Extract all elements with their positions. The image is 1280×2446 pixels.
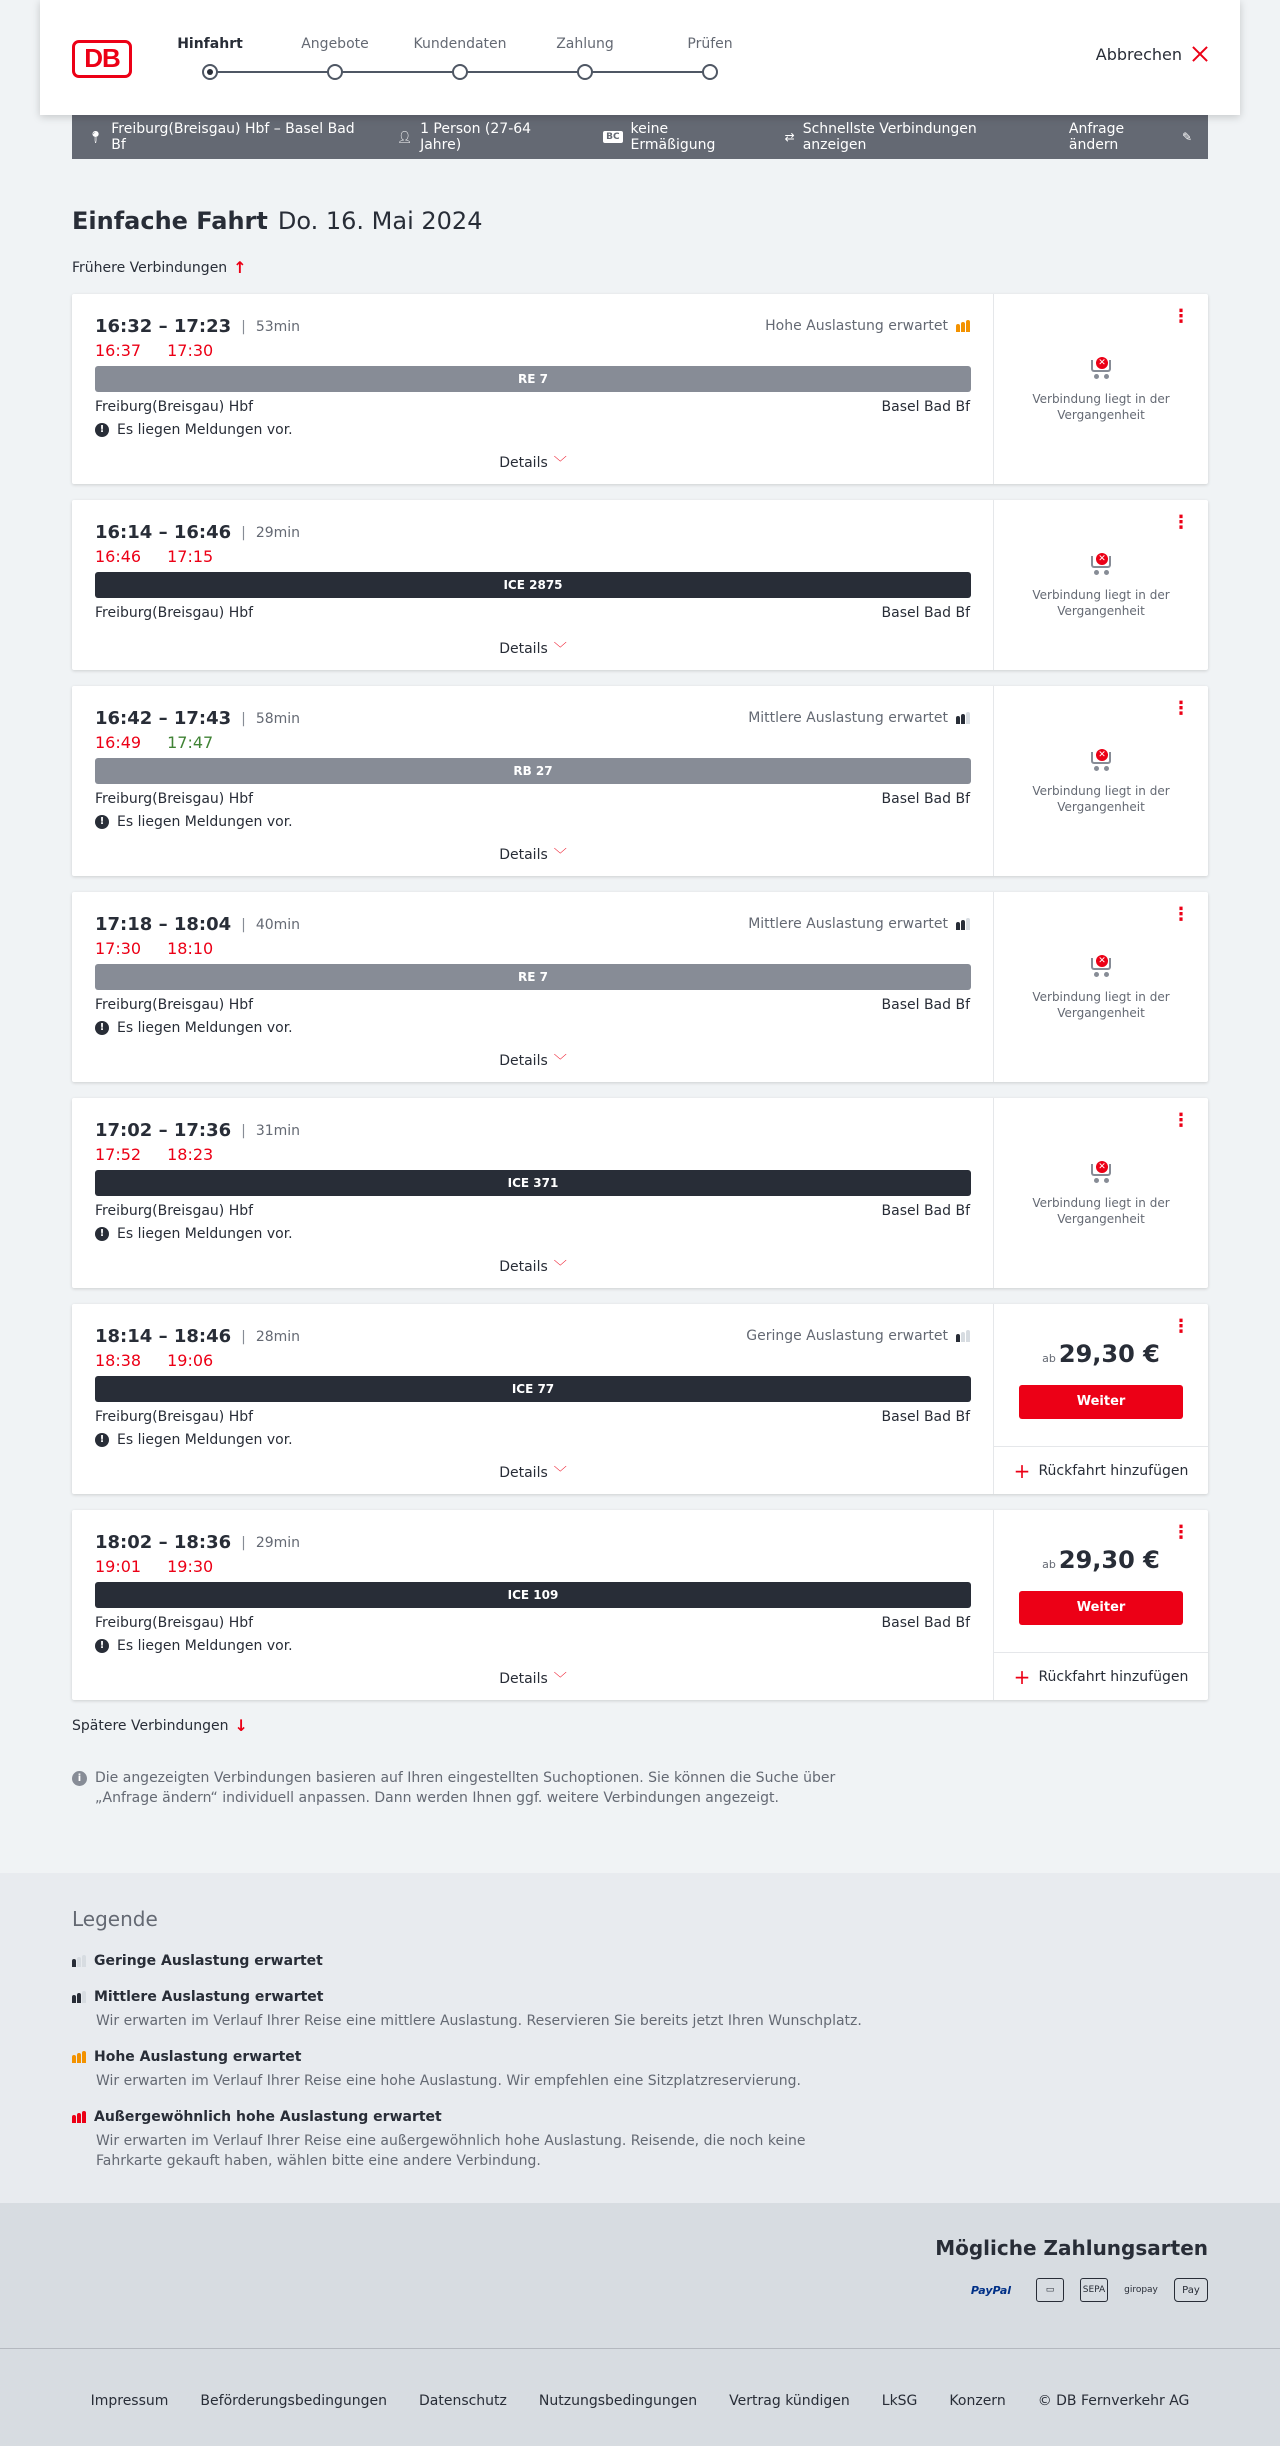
notice <box>95 1226 293 1242</box>
price-value: 29,30 € <box>1058 1546 1160 1574</box>
price <box>994 1340 1208 1368</box>
exclamation-icon: ! <box>95 1227 109 1241</box>
add-return-label: Rückfahrt hinzufügen <box>1038 1462 1189 1479</box>
arrival-station: Basel Bad Bf <box>881 791 970 807</box>
details-label: Details <box>499 1671 548 1687</box>
step-3 <box>520 34 650 80</box>
more-options-icon[interactable]: ⋮ <box>1172 698 1190 719</box>
time-range: 17:18 – 18:04 <box>95 914 232 935</box>
occupancy-icon <box>956 1330 970 1342</box>
legend-item <box>72 2049 872 2091</box>
details-label: Details <box>499 1465 548 1481</box>
details-toggle[interactable] <box>72 638 994 657</box>
cart-unavailable-icon: ✕ <box>1088 1161 1114 1185</box>
arrival-station: Basel Bad Bf <box>881 997 970 1013</box>
duration: 28min <box>255 1328 301 1345</box>
search-summary-bar <box>72 115 1208 159</box>
departure-station: Freiburg(Breisgau) Hbf <box>95 399 254 415</box>
giropay-icon: giropay <box>1124 2285 1158 2295</box>
train-bar[interactable]: RE 7 <box>95 366 971 392</box>
time-range: 18:02 – 18:36 <box>95 1532 232 1553</box>
step-label: Angebote <box>301 36 369 52</box>
step-dot <box>702 64 718 80</box>
connection-card[interactable] <box>72 500 1208 670</box>
connection-main <box>72 1098 994 1288</box>
past-text: Verbindung liegt in der Vergangenheit <box>1032 990 1170 1020</box>
realtime-times <box>95 1351 213 1370</box>
connection-card[interactable] <box>72 1304 1208 1494</box>
details-toggle[interactable] <box>72 1668 994 1687</box>
location-pin-icon: 📍︎ <box>88 130 104 144</box>
realtime-times <box>95 547 213 566</box>
realtime-arrival: 19:06 <box>167 1351 214 1370</box>
details-toggle[interactable] <box>72 1050 994 1069</box>
step-0 <box>145 34 275 80</box>
footer-link[interactable]: Beförderungsbedingungen <box>200 2393 387 2409</box>
footer-link[interactable]: Vertrag kündigen <box>729 2393 850 2409</box>
details-toggle[interactable] <box>72 1462 994 1481</box>
footer-link[interactable]: Impressum <box>90 2393 169 2409</box>
notice-text: Es liegen Meldungen vor. <box>117 814 293 830</box>
duration: 40min <box>255 916 301 933</box>
legend-description: Wir erwarten im Verlauf Ihrer Reise eine mittlere Auslastung. Reservieren Sie bereits jetzt Ihren Wunschplatz. <box>96 2013 862 2029</box>
notice <box>95 814 293 830</box>
connection-card[interactable] <box>72 686 1208 876</box>
exclamation-icon: ! <box>95 815 109 829</box>
step-dot <box>202 64 218 80</box>
arrow-up-icon: ↑ <box>233 258 247 277</box>
separator: | <box>241 1328 246 1345</box>
step-label: Prüfen <box>687 36 733 52</box>
separator: | <box>241 524 246 541</box>
occupancy-icon <box>956 712 970 724</box>
offer-panel <box>994 686 1208 876</box>
db-logo[interactable]: DB <box>72 40 132 78</box>
offer-panel <box>994 892 1208 1082</box>
close-icon <box>1190 44 1210 64</box>
occupancy-icon <box>72 2051 86 2063</box>
realtime-departure: 16:49 <box>95 733 142 752</box>
notice <box>95 1020 293 1036</box>
cancel-label: Abbrechen <box>1095 44 1182 64</box>
past-connection-info <box>994 553 1208 619</box>
step-dot <box>327 64 343 80</box>
train-bar[interactable]: RB 27 <box>95 758 971 784</box>
trip-type: Einfache Fahrt <box>72 207 268 235</box>
occupancy-icon <box>72 1991 86 2003</box>
arrival-station: Basel Bad Bf <box>881 1409 970 1425</box>
past-connection-info <box>994 357 1208 423</box>
info-icon: i <box>72 1771 87 1786</box>
edit-request-label: Anfrage ändern <box>1068 121 1125 153</box>
details-toggle[interactable] <box>72 844 994 863</box>
legend-item-title <box>72 2109 872 2125</box>
mode-text: Schnellste Verbindungen anzeigen <box>802 121 977 153</box>
departure-station: Freiburg(Breisgau) Hbf <box>95 1203 254 1219</box>
details-toggle[interactable] <box>72 452 994 471</box>
notice-text: Es liegen Meldungen vor. <box>117 1638 293 1654</box>
footer-link[interactable]: Nutzungsbedingungen <box>538 2393 698 2409</box>
cart-unavailable-icon: ✕ <box>1088 553 1114 577</box>
past-text: Verbindung liegt in der Vergangenheit <box>1032 1196 1170 1226</box>
realtime-departure: 16:37 <box>95 341 142 360</box>
realtime-times <box>95 1145 213 1164</box>
info-text: Die angezeigten Verbindungen basieren auf Ihren eingestellten Suchoptionen. Sie können die Suche über „Anfrage ändern“ individuell anpassen. Dann werden Ihnen ggf. weitere Verbindungen angezeigt. <box>95 1770 836 1806</box>
details-label: Details <box>499 847 548 863</box>
bahncard-icon: BC <box>603 131 622 143</box>
payment-icons <box>962 2278 1208 2302</box>
arrival-station: Basel Bad Bf <box>881 1615 970 1631</box>
price-prefix: ab <box>1042 1558 1056 1571</box>
departure-station: Freiburg(Breisgau) Hbf <box>95 1615 254 1631</box>
payment-section <box>0 2203 1280 2348</box>
creditcard-icon: ▭ <box>1036 2278 1064 2302</box>
step-label: Kundendaten <box>413 36 507 52</box>
connection-main <box>72 892 994 1082</box>
legend-title: Legende <box>72 1907 158 1931</box>
scheduled-times <box>95 1326 300 1347</box>
notice <box>95 422 293 438</box>
departure-station: Freiburg(Breisgau) Hbf <box>95 605 254 621</box>
exclamation-icon: ! <box>95 423 109 437</box>
separator: | <box>241 318 246 335</box>
legend-title-text: Außergewöhnlich hohe Auslastung erwartet <box>94 2109 442 2125</box>
add-return-label: Rückfahrt hinzufügen <box>1038 1668 1189 1685</box>
connection-card[interactable] <box>72 1098 1208 1288</box>
step-label: Zahlung <box>556 36 614 52</box>
step-2 <box>395 34 525 80</box>
legend-title-text: Hohe Auslastung erwartet <box>94 2049 302 2065</box>
occupancy-info <box>746 1328 970 1344</box>
departure-station: Freiburg(Breisgau) Hbf <box>95 791 254 807</box>
travellers-text: 1 Person (27-64 Jahre) <box>420 121 532 153</box>
sepa-icon: SEPA <box>1080 2278 1108 2302</box>
legend-item-title <box>72 2049 872 2065</box>
exclamation-icon: ! <box>95 1433 109 1447</box>
footer-link[interactable]: LkSG <box>881 2393 918 2409</box>
cancel-button[interactable] <box>1096 44 1210 64</box>
connection-main <box>72 1304 994 1494</box>
duration: 53min <box>255 318 301 335</box>
occupancy-label: Mittlere Auslastung erwartet <box>748 916 948 932</box>
duration: 58min <box>255 710 301 727</box>
realtime-times <box>95 939 213 958</box>
legend-description: Wir erwarten im Verlauf Ihrer Reise eine außergewöhnlich hohe Auslastung. Reisende, die noch keine Fahrkarte gekauft haben, wählen bitte eine andere Verbindung. <box>96 2133 806 2169</box>
separator: | <box>241 916 246 933</box>
step-4 <box>645 34 775 80</box>
discount-text: keine Ermäßigung <box>630 121 716 153</box>
realtime-departure: 17:52 <box>95 1145 142 1164</box>
past-text: Verbindung liegt in der Vergangenheit <box>1032 392 1170 422</box>
scheduled-times <box>95 316 300 337</box>
chevron-down-icon: ﹀ <box>553 1260 567 1275</box>
notice-text: Es liegen Meldungen vor. <box>117 1432 293 1448</box>
edit-request-button[interactable] <box>1069 121 1192 153</box>
separator: | <box>241 1122 246 1139</box>
legend-item <box>72 1953 872 1969</box>
legend-title-text: Geringe Auslastung erwartet <box>94 1953 323 1969</box>
time-range: 16:42 – 17:43 <box>95 708 232 729</box>
arrow-down-icon: ↓ <box>234 1716 248 1735</box>
realtime-departure: 19:01 <box>95 1557 142 1576</box>
realtime-departure: 18:38 <box>95 1351 142 1370</box>
connection-main <box>72 1510 994 1700</box>
continue-button[interactable]: Weiter <box>1019 1385 1183 1419</box>
offer-panel <box>994 1098 1208 1288</box>
scheduled-times <box>95 1532 300 1553</box>
payment-title: Mögliche Zahlungsarten <box>935 2236 1208 2260</box>
connection-main <box>72 686 994 876</box>
offer-panel <box>994 500 1208 670</box>
route-text: Freiburg(Breisgau) Hbf – Basel Bad Bf <box>111 121 355 153</box>
earlier-connections-link[interactable] <box>72 258 247 277</box>
cart-unavailable-icon: ✕ <box>1088 955 1114 979</box>
more-options-icon[interactable]: ⋮ <box>1172 512 1190 533</box>
more-options-icon[interactable]: ⋮ <box>1172 1316 1190 1337</box>
details-label: Details <box>499 641 548 657</box>
scheduled-times <box>95 914 300 935</box>
past-text: Verbindung liegt in der Vergangenheit <box>1032 784 1170 814</box>
step-dot <box>452 64 468 80</box>
occupancy-info <box>748 916 970 932</box>
arrival-station: Basel Bad Bf <box>881 399 970 415</box>
more-options-icon[interactable]: ⋮ <box>1172 306 1190 327</box>
connection-card[interactable] <box>72 1510 1208 1700</box>
train-bar[interactable]: RE 7 <box>95 964 971 990</box>
price-prefix: ab <box>1042 1352 1056 1365</box>
separator: | <box>241 710 246 727</box>
departure-station: Freiburg(Breisgau) Hbf <box>95 1409 254 1425</box>
notice <box>95 1432 293 1448</box>
details-toggle[interactable] <box>72 1256 994 1275</box>
legend-item-title <box>72 1989 872 2005</box>
offer-panel <box>994 1510 1208 1700</box>
occupancy-icon <box>72 2111 86 2123</box>
footer-link[interactable]: Datenschutz <box>418 2393 507 2409</box>
legend-title-text: Mittlere Auslastung erwartet <box>94 1989 324 2005</box>
plus-icon: + <box>1013 1458 1031 1483</box>
train-bar[interactable]: ICE 109 <box>95 1582 971 1608</box>
notice <box>95 1638 293 1654</box>
occupancy-icon <box>956 320 970 332</box>
legend-section <box>0 1873 1280 2203</box>
realtime-times <box>95 733 213 752</box>
past-text: Verbindung liegt in der Vergangenheit <box>1032 588 1170 618</box>
scheduled-times <box>95 708 300 729</box>
add-return-button[interactable] <box>994 1446 1208 1494</box>
occupancy-info <box>765 318 970 334</box>
search-info-note <box>72 1768 852 1808</box>
details-label: Details <box>499 455 548 471</box>
occupancy-info <box>748 710 970 726</box>
plus-icon: + <box>1013 1664 1031 1689</box>
occupancy-label: Hohe Auslastung erwartet <box>765 318 948 334</box>
earlier-connections-label: Frühere Verbindungen <box>72 259 228 276</box>
notice-text: Es liegen Meldungen vor. <box>117 1020 293 1036</box>
time-range: 18:14 – 18:46 <box>95 1326 232 1347</box>
time-range: 17:02 – 17:36 <box>95 1120 232 1141</box>
legend-description: Wir erwarten im Verlauf Ihrer Reise eine hohe Auslastung. Wir empfehlen eine Sitzplatzreservierung. <box>96 2073 801 2089</box>
later-connections-label: Spätere Verbindungen <box>72 1717 229 1734</box>
occupancy-icon <box>72 1955 86 1967</box>
connection-main <box>72 500 994 670</box>
chevron-down-icon: ﹀ <box>553 1054 567 1069</box>
footer-link: © DB Fernverkehr AG <box>1037 2393 1190 2409</box>
more-options-icon[interactable]: ⋮ <box>1172 1110 1190 1131</box>
price <box>994 1546 1208 1574</box>
footer <box>0 2348 1280 2446</box>
time-range: 16:14 – 16:46 <box>95 522 232 543</box>
chevron-down-icon: ﹀ <box>553 1672 567 1687</box>
exclamation-icon: ! <box>95 1021 109 1035</box>
train-bar[interactable]: ICE 77 <box>95 1376 971 1402</box>
add-return-button[interactable] <box>994 1652 1208 1700</box>
past-connection-info <box>994 955 1208 1021</box>
later-connections-link[interactable] <box>72 1716 248 1735</box>
cart-unavailable-icon: ✕ <box>1088 357 1114 381</box>
realtime-times <box>95 341 213 360</box>
legend-item-title <box>72 1953 872 1969</box>
travel-date: Do. 16. Mai 2024 <box>277 207 483 235</box>
realtime-arrival: 17:15 <box>167 547 214 566</box>
past-connection-info <box>994 749 1208 815</box>
realtime-times <box>95 1557 213 1576</box>
separator: | <box>241 1534 246 1551</box>
arrival-station: Basel Bad Bf <box>881 1203 970 1219</box>
legend-item <box>72 1989 872 2031</box>
realtime-arrival: 19:30 <box>167 1557 214 1576</box>
more-options-icon[interactable]: ⋮ <box>1172 904 1190 925</box>
realtime-arrival: 18:10 <box>167 939 214 958</box>
duration: 31min <box>255 1122 301 1139</box>
continue-button[interactable]: Weiter <box>1019 1591 1183 1625</box>
price-value: 29,30 € <box>1058 1340 1160 1368</box>
progress-steps <box>177 34 770 84</box>
realtime-arrival: 18:23 <box>167 1145 214 1164</box>
arrival-station: Basel Bad Bf <box>881 605 970 621</box>
departure-station: Freiburg(Breisgau) Hbf <box>95 997 254 1013</box>
realtime-arrival: 17:30 <box>167 341 214 360</box>
chevron-down-icon: ﹀ <box>553 456 567 471</box>
chevron-down-icon: ﹀ <box>553 642 567 657</box>
offer-panel <box>994 294 1208 484</box>
connection-card[interactable] <box>72 892 1208 1082</box>
step-label: Hinfahrt <box>177 36 243 52</box>
chevron-down-icon: ﹀ <box>553 848 567 863</box>
details-label: Details <box>499 1053 548 1069</box>
connection-card[interactable] <box>72 294 1208 484</box>
realtime-departure: 17:30 <box>95 939 142 958</box>
time-range: 16:32 – 17:23 <box>95 316 232 337</box>
occupancy-label: Mittlere Auslastung erwartet <box>748 710 948 726</box>
cart-unavailable-icon: ✕ <box>1088 749 1114 773</box>
exclamation-icon: ! <box>95 1639 109 1653</box>
realtime-arrival: 17:47 <box>167 733 214 752</box>
occupancy-label: Geringe Auslastung erwartet <box>746 1328 948 1344</box>
past-connection-info <box>994 1161 1208 1227</box>
more-options-icon[interactable]: ⋮ <box>1172 1522 1190 1543</box>
step-1 <box>270 34 400 80</box>
page-title <box>72 207 482 235</box>
duration: 29min <box>255 1534 301 1551</box>
paypal-icon: PayPal <box>970 2283 1012 2297</box>
notice-text: Es liegen Meldungen vor. <box>117 1226 293 1242</box>
chevron-down-icon: ﹀ <box>553 1466 567 1481</box>
legend-item <box>72 2109 872 2171</box>
swap-arrows-icon: ⇄ <box>784 130 795 144</box>
footer-link[interactable]: Konzern <box>949 2393 1006 2409</box>
scheduled-times <box>95 522 300 543</box>
person-icon: 👤︎ <box>396 130 413 144</box>
connection-main <box>72 294 994 484</box>
details-label: Details <box>499 1259 548 1275</box>
train-bar[interactable]: ICE 371 <box>95 1170 971 1196</box>
occupancy-icon <box>956 918 970 930</box>
realtime-departure: 16:46 <box>95 547 142 566</box>
applepay-icon: Pay <box>1174 2278 1208 2302</box>
top-header <box>40 0 1240 115</box>
step-dot <box>577 64 593 80</box>
duration: 29min <box>255 524 301 541</box>
scheduled-times <box>95 1120 300 1141</box>
offer-panel <box>994 1304 1208 1494</box>
pencil-icon: ✎ <box>1181 130 1193 144</box>
notice-text: Es liegen Meldungen vor. <box>117 422 293 438</box>
train-bar[interactable]: ICE 2875 <box>95 572 971 598</box>
